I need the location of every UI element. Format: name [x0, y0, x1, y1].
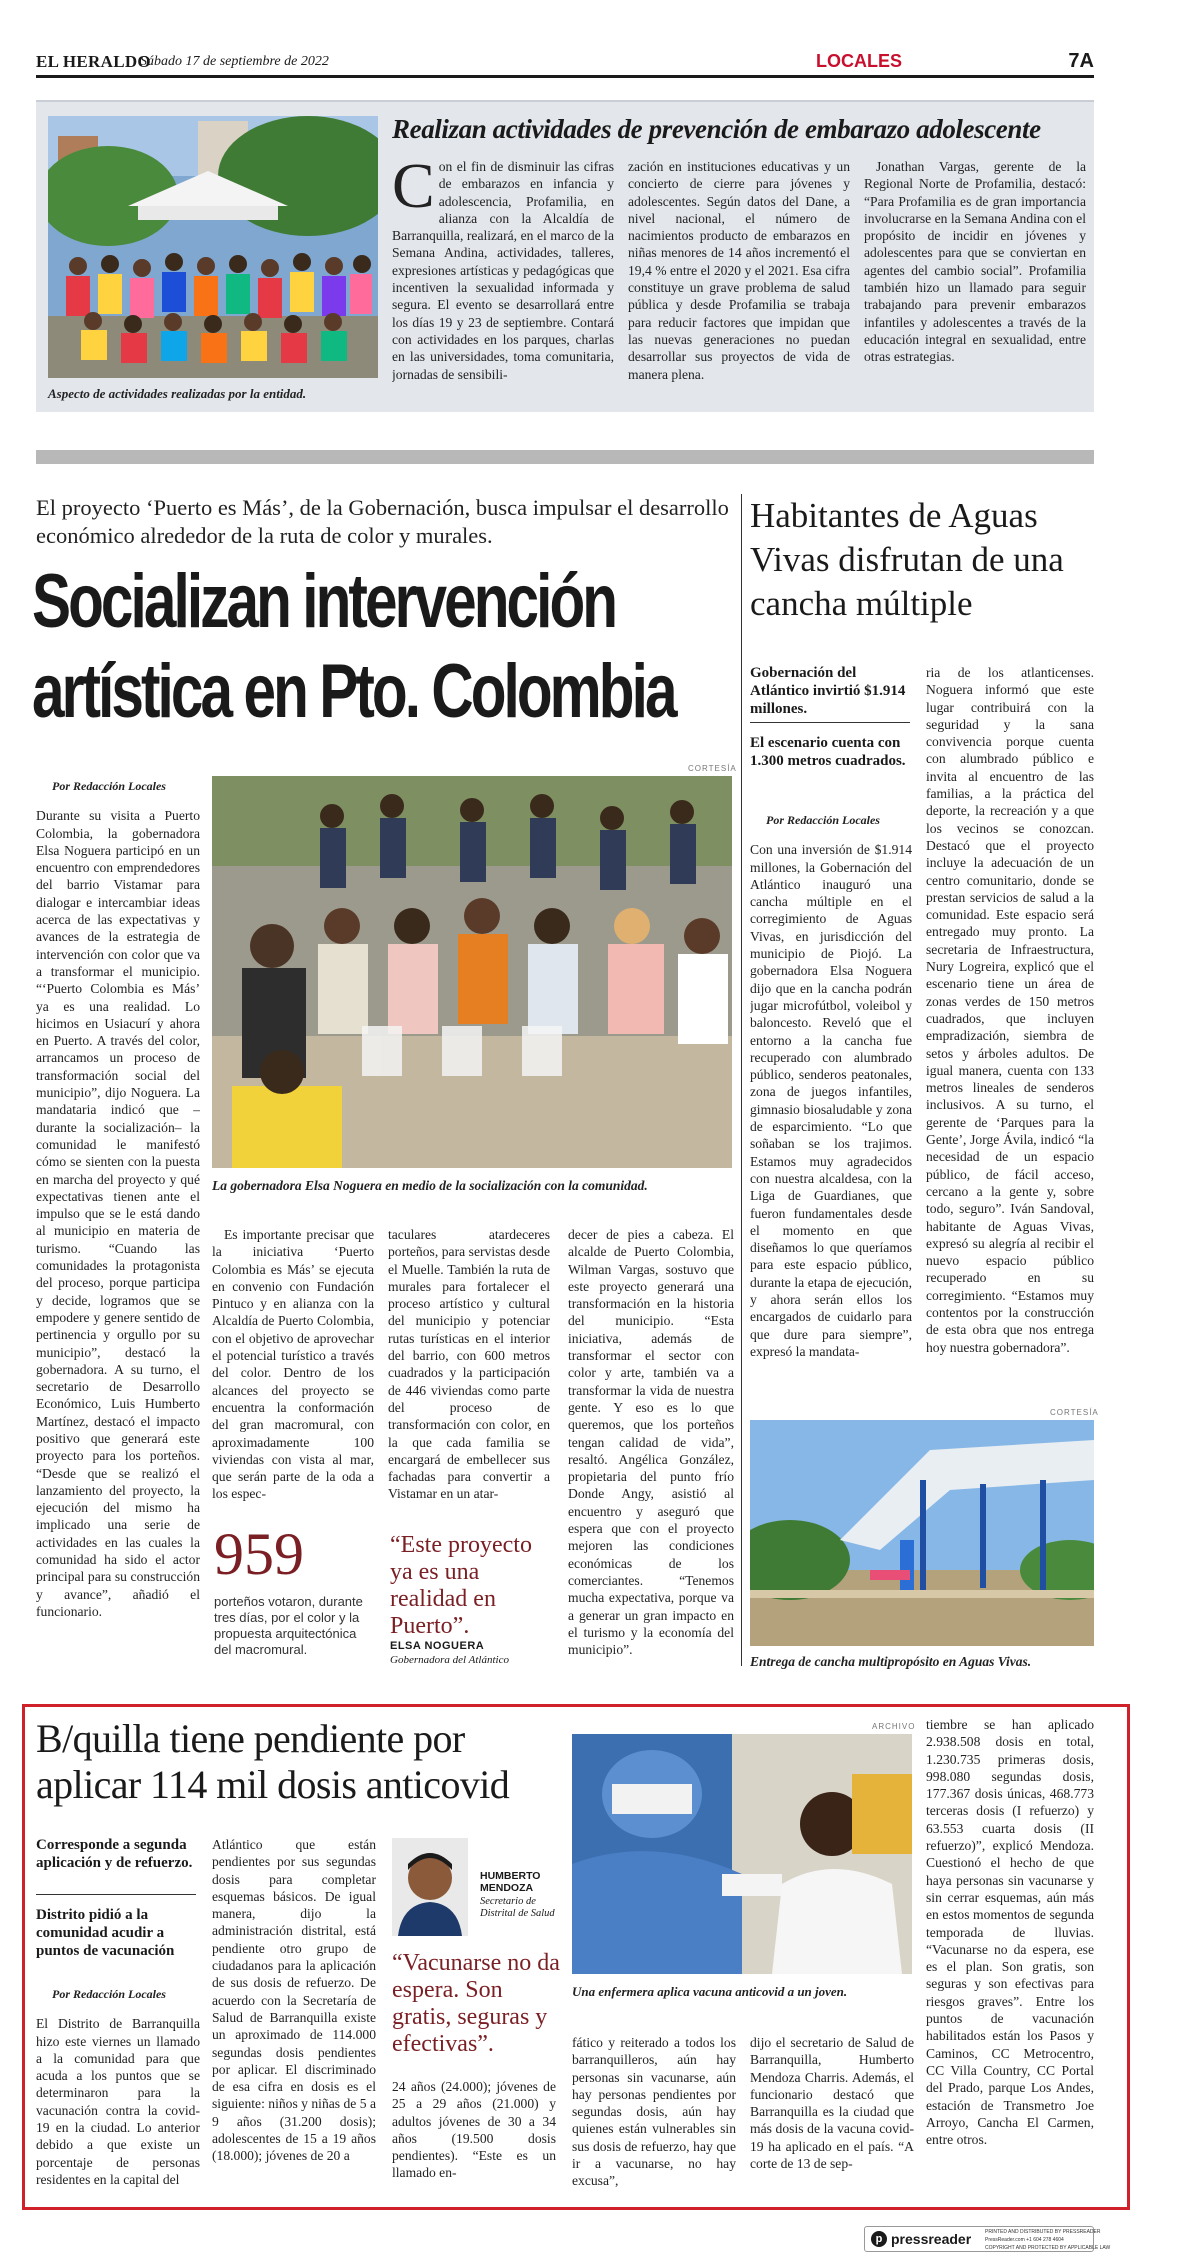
story3-headline: Habitantes de Aguas Vivas disfrutan de una cancha múltiple	[750, 496, 1064, 623]
stat-number: 959	[214, 1521, 304, 1587]
story4-pull-quote: “Vacunarse no da espera. Son gratis, seguras y efectivas”.	[392, 1950, 560, 2057]
sports-court-photo	[750, 1420, 1094, 1646]
pressreader-line-2: PressReader.com +1 604 278 4604	[985, 2237, 1064, 2243]
stat-text: porteños votaron, durante tres días, por el color y la propuesta arquitectónica del macromural.	[214, 1594, 363, 1657]
quote-author-role: Gobernadora del Atlántico	[390, 1654, 509, 1666]
page-number: 7A	[1068, 50, 1094, 72]
story2-column-2: Es importante precisar que la iniciativa ‘Puerto Colombia es Más’ se ejecuta en convenio con Fundación Pintuco y en alianza con la Alcaldía de Puerto Colombia, con el objetivo de aprovechar el potencial turístico a través del color. Dentro de los alcances del proyecto se encuentra la conformación del gran macromural, con aproximadamente 100 viviendas con vista al mar, que serán parte de la oda a los espec-	[212, 1227, 374, 1502]
story3-photo-credit: CORTESÍA	[1050, 1408, 1099, 1417]
story4-photo-credit: ARCHIVO	[872, 1722, 916, 1731]
column-rule	[741, 494, 742, 1666]
header-date: Sábado 17 de septiembre de 2022	[140, 54, 329, 69]
section-label: LOCALES	[816, 51, 903, 71]
profile-role: Secretario de Distrital de Salud	[480, 1896, 555, 1919]
story4-column-6: tiembre se han aplicado 2.938.508 dosis en total, 1.230.735 primeras dosis, 998.080 segundas dosis, 177.367 dosis únicas, 468.773 terceras dosis (I refuerzo) y 63.553 cuarta dosis (II refuerzo)”, explicó Mendoza. Cuestionó el hecho de que haya personas sin vacunarse y sin cerrar esquemas, aún más en estos momentos de segunda temporada de lluvias. “Vacunarse no da espera, ese es el plan. Son gratis, son seguras y son efectivas para riesgos graves”. Entre los puntos de vacunación habilitados están los Pasos y Caminos, CC Metrocentro, CC Villa Country, CC Portal del Prado, parque Los Andes, estación de Transmetro Joe Arroyo, Cancha El Carmen, entre otros.	[926, 1717, 1094, 2148]
story2-pull-quote: “Este proyecto ya es una realidad en Puerto”.	[390, 1532, 532, 1639]
story2-byline: Por Redacción Locales	[52, 779, 166, 793]
socialization-photo	[212, 776, 732, 1168]
story3-byline: Por Redacción Locales	[766, 813, 880, 827]
story4-column-3: 24 años (24.000); jóvenes de 25 a 29 años (21.000) y adultos jóvenes de 30 a 34 años (19.500 dosis pendientes). “Este es un llamado en-	[392, 2079, 556, 2181]
story4-column-2: Atlántico que están pendientes por sus segundas dosis para completar esquemas básicos. De igual manera, dijo la administración distrital, está pendiente otro grupo de ciudadanos para la aplicación de sus dosis de refuerzo. De acuerdo con la Secretaría de Salud de Barranquilla existe un aproximado de 114.000 segundas dosis pendientes por aplicar. El discriminado de esa cifra en dosis es el siguiente: niños y niñas de 5 a 9 años (31.200 dosis); adolescentes de 15 a 19 años (18.000); jóvenes de 20 a	[212, 1837, 376, 2164]
story2-column-1: Por Redacción Locales Durante su visita a Puerto Colombia, la gobernadora Elsa Noguera participó en un encuentro con emprendedores del barrio Vistamar para dialogar e intercambiar ideas acerca de las expectativas y avances de la estrategia de intervención con color que va a transformar el municipio. “‘Puerto Colombia es Más’ ya es una realidad. Lo hicimos en Usiacurí y ahora en Puerto. A través del color, arrancamos un proceso de transformación social del municipio”, dijo Noguera. La mandataria indicó que –durante la socialización– la comunidad le manifestó cómo se sienten con la puesta en marcha del proyecto y qué expectativas tienen ante el impulso que se le está dando al municipio en materia de turismo. “Cuando las comunidades la protagonista del proceso, porque participa y decide, logramos que se empodere y genere sentido de pertinencia y orgullo por su municipio”, destacó la gobernadora. A su turno, el secretario de Desarrollo Económico, Luis Humberto Martínez, destacó el impacto positivo que generará este proyecto para los porteños. “Desde que se realizó el lanzamiento del proyecto, la ejecución del mismo ha implicado una serie de actividades en las cuales la comunidad ha sido el actor principal para su construcción y avance”, añadió el funcionario.	[36, 779, 200, 1619]
story2-headline-line2: artística en Pto. Colombia	[32, 649, 675, 734]
pressreader-line-3: COPYRIGHT AND PROTECTED BY APPLICABLE LAW	[985, 2245, 1111, 2251]
story2-column-4: decer de pies a cabeza. El alcalde de Puerto Colombia, Wilman Vargas, sostuvo que este proyecto generará una transformación en la historia del municipio. “Esta iniciativa, además de transformar el sector con color y arte, también va a transformar la vida de nuestra gente. Y eso es lo que queremos, que los porteños tengan calidad de vida”, resaltó. Angélica González, propietaria del punto frío Donde Angy, asistió al encuentro y aseguró que espera que con el proyecto mejoren las condiciones económicas de los comerciantes. “Tenemos mucha expectativa, porque va a generar un gran impacto en el turismo y la economía del municipio”.	[568, 1227, 734, 1658]
quote-author-name: ELSA NOGUERA	[390, 1640, 485, 1652]
activities-photo-image	[48, 116, 378, 378]
profile-photo	[392, 1838, 468, 1936]
dropcap: C	[392, 158, 435, 221]
story-teen-pregnancy	[36, 100, 1094, 412]
story4-column-1: Por Redacción Locales El Distrito de Barranquilla hizo este viernes un llamado a la comunidad para que acuda a los puntos que se determinaron para la vacunación contra la covid-19 en la ciudad. Lo anterior debido a que existe un porcentaje de personas residentes en la capital del	[36, 1987, 200, 2187]
story2-column-3: taculares atardeceres porteños, para servistas desde el Muelle. También la ruta de murales para fortalecer el proceso artístico y cultural del municipio y potenciar rutas turísticas en el interior del barrio, con 600 metros cuadrados y la participación de 446 viviendas como parte del proceso de transformación con color, en la que cada familia se encargará de embellecer sus fachadas para convertir a Vistamar en un atar-	[388, 1227, 550, 1502]
story4-deck-rule	[36, 1894, 196, 1895]
vaccination-photo	[572, 1734, 912, 1974]
sports-court-photo-caption: Entrega de cancha multipropósito en Aguas Vivas.	[750, 1654, 1032, 1669]
story3-deck-rule	[750, 722, 910, 723]
story3-deck-1: Gobernación del Atlántico invirtió $1.914 millones.	[750, 665, 906, 717]
story1-column-3: Jonathan Vargas, gerente de la Regional Norte de Profamilia, destacó: “Para Profamilia es de gran importancia involucrarse en la Semana Andina con el propósito de incidir en jóvenes y adolescentes para que se conviertan en agentes del cambio social”. Profamilia también hizo un llamado para seguir trabajando para prevenir embarazos infantiles y adolescentes a través de la educación integral en sexualidad, entre otras estrategias.	[864, 159, 1086, 365]
socialization-photo-caption: La gobernadora Elsa Noguera en medio de la socialización con la comunidad.	[212, 1178, 648, 1193]
story1-headline: Realizan actividades de prevención de embarazo adolescente	[392, 114, 1041, 144]
activities-photo	[48, 116, 378, 378]
story1-column-2: zación en instituciones educativas y un concierto de cierre para jóvenes y adolescentes. Según datos del Dane, a nivel nacional, el número de nacimientos producto de embarazos en niñas menores de 14 años incrementó el 19,4 % entre el 2020 y el 2021. Esa cifra constituye un grave problema de salud pública y desde Profamilia se trabaja para reducir factores que impidan que las nuevas generaciones no puedan desarrollar sus proyectos de vida de manera plena.	[628, 159, 850, 382]
activities-photo-caption: Aspecto de actividades realizadas por la entidad.	[48, 386, 307, 401]
vaccination-photo-image	[572, 1734, 912, 1974]
story4-headline-line2: aplicar 114 mil dosis anticovid	[36, 1762, 510, 1807]
profile-photo-image	[392, 1838, 468, 1936]
story2-kicker: El proyecto ‘Puerto es Más’, de la Gobernación, busca impulsar el desarrollo económico alrededor de la ruta de color y murales.	[36, 495, 729, 548]
socialization-photo-image	[212, 776, 732, 1168]
pressreader-brand: pressreader	[891, 2231, 972, 2247]
section-divider	[36, 450, 1094, 464]
story3-deck-2: El escenario cuenta con 1.300 metros cuadrados.	[750, 735, 906, 769]
pressreader-badge[interactable]	[864, 2226, 1111, 2252]
story4-deck-2: Distrito pidió a la comunidad acudir a puntos de vacunación	[36, 1907, 175, 1959]
story4-deck-1: Corresponde a segunda aplicación y de refuerzo.	[36, 1837, 193, 1871]
story3-column-2: ria de los atlanticenses. Noguera informó que este lugar contribuirá con la seguridad y la sana convivencia porque cuenta con alumbrado público e invita al encuentro de las familias, a la práctica del deporte, la recreación y a que los vecinos se conozcan. Destacó que el proyecto incluye la adecuación de un centro comunitario, donde se prestan servicios de salud a la comunidad. Este espacio será entregado muy pronto. La secretaria de Infraestructura, Nury Logreira, explicó que el escenario tiene un área de zonas verdes de 150 metros cuadrados, que incluyen empradización, siembra de setos y árboles adultos. De igual manera, cuenta con 133 metros lineales de senderos inclusivos. A su turno, el gerente de ‘Parques para la Gente’, Jorge Ávila, indicó “la necesidad de un espacio público, de fácil acceso, cercano a la gente y, sobre todo, seguro”. Iván Sandoval, habitante de Aguas Vivas, expresó su alegría al recibir el nuevo espacio público recuperado en su corregimiento. “Estamos muy contentos por la construcción de esta obra que nos entrega hoy nuestra gobernadora”.	[926, 665, 1094, 1355]
page-header	[36, 48, 1094, 78]
story4-column-5: dijo el secretario de Salud de Barranquilla, Humberto Mendoza Charris. Además, el funcionario destacó que Barranquilla es la ciudad que más dosis de la vacuna covid-19 ha aplicado en el país. “A corte de 13 de sep-	[750, 2035, 914, 2172]
story1-column-1: Con el fin de disminuir las cifras de embarazos en infancia y adolescencia, Profamilia, en alianza con la Alcaldía de Barranquilla, realizará, en el marco de la Semana Andina, actividades, talleres, expresiones artísticas y pedagógicas que incentiven la sexualidad informada y segura. El evento se desarrollará entre los días 19 y 23 de septiembre. Contará con actividades en los parques, charlas en las universidades, toma comunitaria, jornadas de sensibili-	[392, 158, 614, 382]
story3-column-1: Por Redacción Locales Con una inversión de $1.914 millones, la Gobernación del Atlántico inauguró una cancha múltiple en el corregimiento de Aguas Vivas, en jurisdicción del municipio de Piojó. La gobernadora Elsa Noguera dijo que en la cancha podrán jugar microfútbol, voleibol y baloncesto. Reveló que el entorno a la cancha fue recuperado con alumbrado público, senderos peatonales, zona de juegos infantiles, gimnasio biosaludable y zona de esparcimiento. “Lo que soñaban se los trajimos. Estamos muy agradecidos con nuestra alcaldesa, con la Liga de Guardianes, que fueron fundamentales desde el momento en que diseñamos lo que queríamos para este espacio público, durante la etapa de ejecución, y ahora serán ellos los encargados de cuidarlo para que dure para siempre”, expresó la mandata-	[750, 813, 912, 1359]
story2-photo-credit: CORTESÍA	[688, 764, 737, 773]
story2-headline-line1: Socializan intervención	[32, 559, 616, 644]
story4-column-4: fático y reiterado a todos los barranquilleros, aún hay personas sin vacunarse, aún hay personas pendientes por segundas dosis, aún hay quienes están vulnerables sin sus dosis de refuerzo, hay que ir a vacunarse, no hay excusa”,	[572, 2035, 736, 2189]
vaccination-photo-caption: Una enfermera aplica vacuna anticovid a un joven.	[572, 1984, 848, 1999]
pressreader-line-1: PRINTED AND DISTRIBUTED BY PRESSREADER	[985, 2229, 1101, 2235]
masthead: EL HERALDO	[36, 52, 151, 71]
sports-court-photo-image	[750, 1420, 1094, 1646]
profile-name: HUMBERTO MENDOZA	[480, 1870, 541, 1894]
pressreader-logo: p	[871, 2231, 887, 2247]
story4-byline: Por Redacción Locales	[52, 1987, 166, 2001]
story4-headline-line1: B/quilla tiene pendiente por	[36, 1716, 465, 1761]
